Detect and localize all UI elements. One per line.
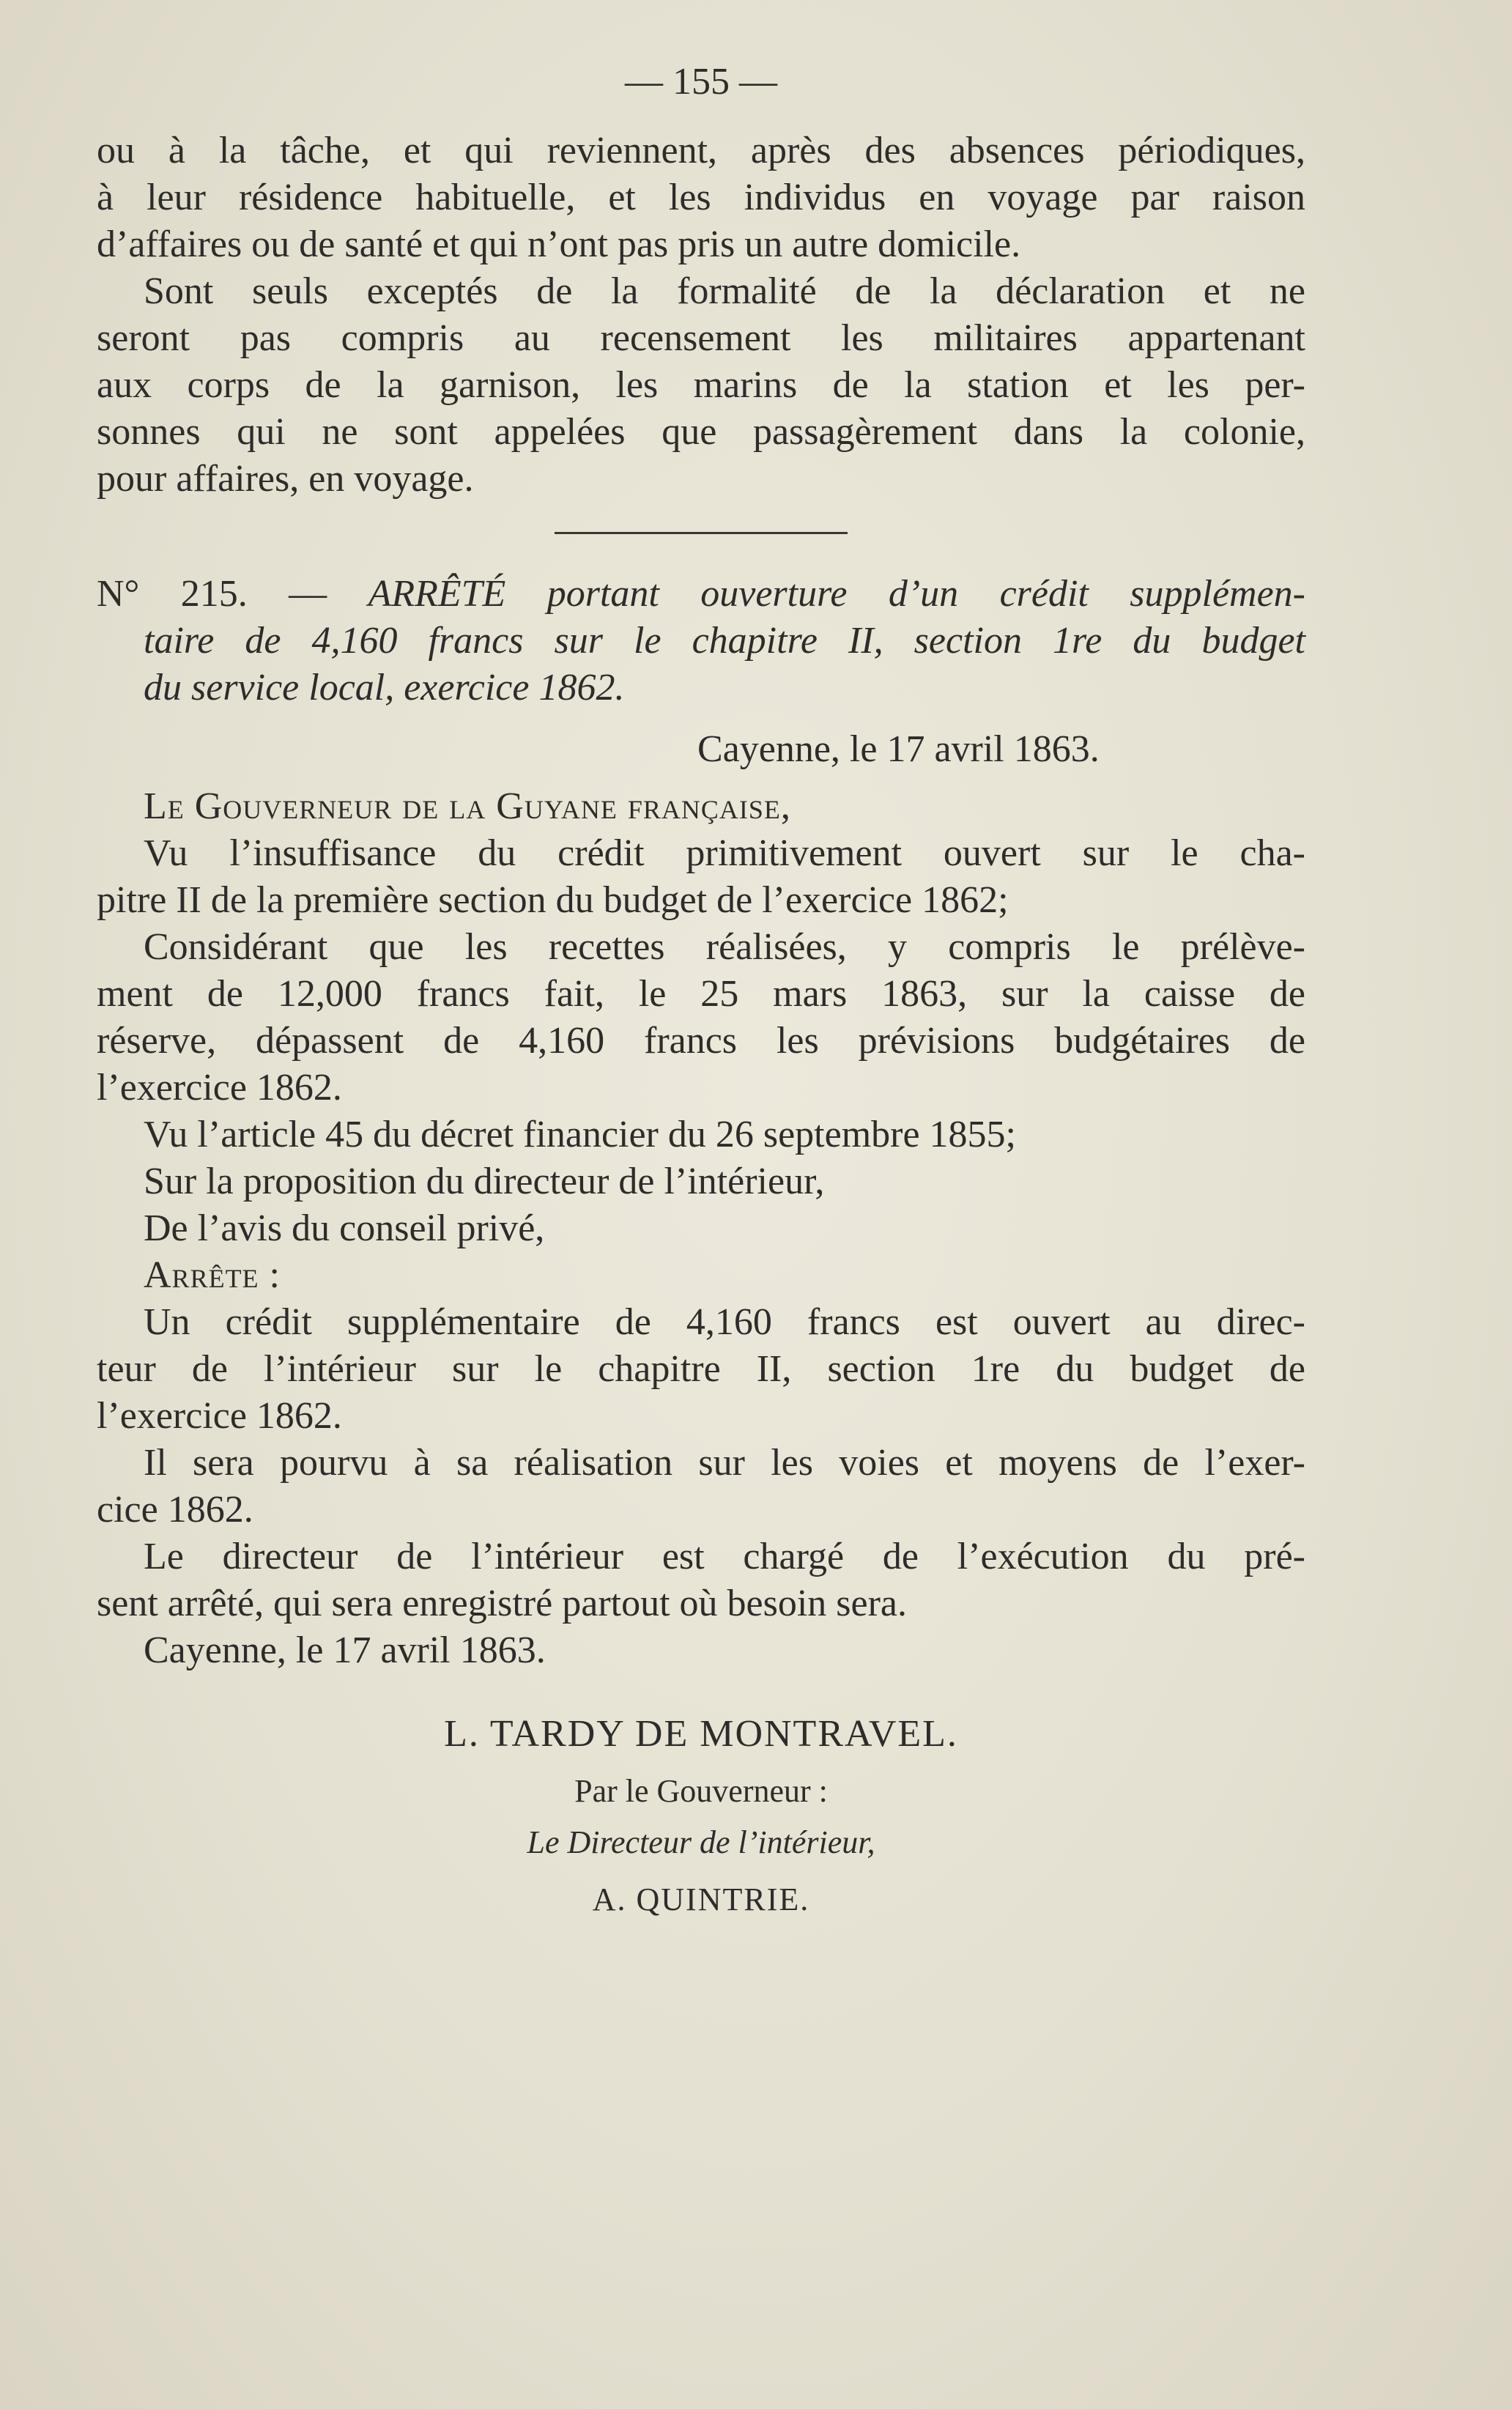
directeur-title: Le Directeur de l’intérieur, xyxy=(527,1824,875,1860)
directeur-signature: A. QUINTRIE. xyxy=(592,1881,810,1917)
intro-paragraph xyxy=(97,127,1305,268)
exception-paragraph xyxy=(97,268,1305,503)
section-divider xyxy=(555,532,848,534)
vu-paragraph xyxy=(97,830,1305,924)
act-title-line: du service local, exercice 1862. xyxy=(144,667,625,708)
credit-paragraph xyxy=(97,1299,1305,1440)
avis-line: De l’avis du conseil privé, xyxy=(144,1207,545,1249)
vu-article-line: Vu l’article 45 du décret financier du 26 septembre 1855; xyxy=(144,1114,1016,1155)
par-le-gouverneur: Par le Gouverneur : xyxy=(574,1773,828,1809)
text-line: pour affaires, en voyage. xyxy=(97,458,474,500)
act-title-line-1 xyxy=(97,571,1305,618)
text-line: aux corps de la garnison, les marins de la station et les per- xyxy=(97,364,1305,406)
text-line: l’exercice 1862. xyxy=(97,1067,342,1109)
text-line: Un crédit supplémentaire de 4,160 francs est ouvert au direc- xyxy=(144,1301,1305,1343)
page-content xyxy=(97,59,1305,1923)
closing-date: Cayenne, le 17 avril 1863. xyxy=(144,1629,546,1671)
text-line: cice 1862. xyxy=(97,1489,253,1531)
place-date: Cayenne, le 17 avril 1863. xyxy=(697,728,1100,770)
governor-signature: L. TARDY DE MONTRAVEL. xyxy=(444,1713,958,1755)
arrete-line: Arrête : xyxy=(144,1254,281,1296)
text-line: Sont seuls exceptés de la formalité de la déclaration et ne xyxy=(144,270,1305,312)
text-line: sent arrêté, qui sera enregistré partout où besoin sera. xyxy=(97,1583,908,1624)
act-number: N° 215. — xyxy=(97,573,327,615)
text-line: d’affaires ou de santé et qui n’ont pas pris un autre domicile. xyxy=(97,223,1021,265)
pourvu-paragraph xyxy=(97,1440,1305,1533)
text-line: ment de 12,000 francs fait, le 25 mars 1863, sur la caisse de xyxy=(97,973,1305,1015)
text-line: réserve, dépassent de 4,160 francs les prévisions budgétaires de xyxy=(97,1020,1305,1062)
act-title-line: taire de 4,160 francs sur le chapitre II, section 1re du budget xyxy=(144,620,1305,662)
text-line: ou à la tâche, et qui reviennent, après des absences périodiques, xyxy=(97,130,1305,171)
directeur-paragraph xyxy=(97,1533,1305,1627)
text-line: l’exercice 1862. xyxy=(97,1395,342,1437)
text-line: pitre II de la première section du budget de l’exercice 1862; xyxy=(97,879,1009,921)
page-number: — 155 — xyxy=(625,61,777,103)
text-line: seront pas compris au recensement les militaires appartenant xyxy=(97,317,1305,359)
text-line: sonnes qui ne sont appelées que passagèrement dans la colonie, xyxy=(97,411,1305,453)
considerant-paragraph xyxy=(97,924,1305,1111)
text-line: Considérant que les recettes réalisées, y compris le prélève- xyxy=(144,926,1305,968)
text-line: teur de l’intérieur sur le chapitre II, section 1re du budget de xyxy=(97,1348,1305,1390)
text-line: à leur résidence habituelle, et les individus en voyage par raison xyxy=(97,177,1305,218)
text-line: Le directeur de l’intérieur est chargé de l’exécution du pré- xyxy=(144,1536,1305,1577)
text-line: Il sera pourvu à sa réalisation sur les voies et moyens de l’exer- xyxy=(144,1442,1305,1484)
governor-line: Le Gouverneur de la Guyane française, xyxy=(144,785,791,827)
proposition-line: Sur la proposition du directeur de l’intérieur, xyxy=(144,1161,825,1202)
act-title-text: ARRÊTÉ portant ouverture d’un crédit supplémen- xyxy=(368,573,1305,615)
act-heading xyxy=(97,571,1305,711)
text-line: Vu l’insuffisance du crédit primitivement ouvert sur le cha- xyxy=(144,832,1305,874)
